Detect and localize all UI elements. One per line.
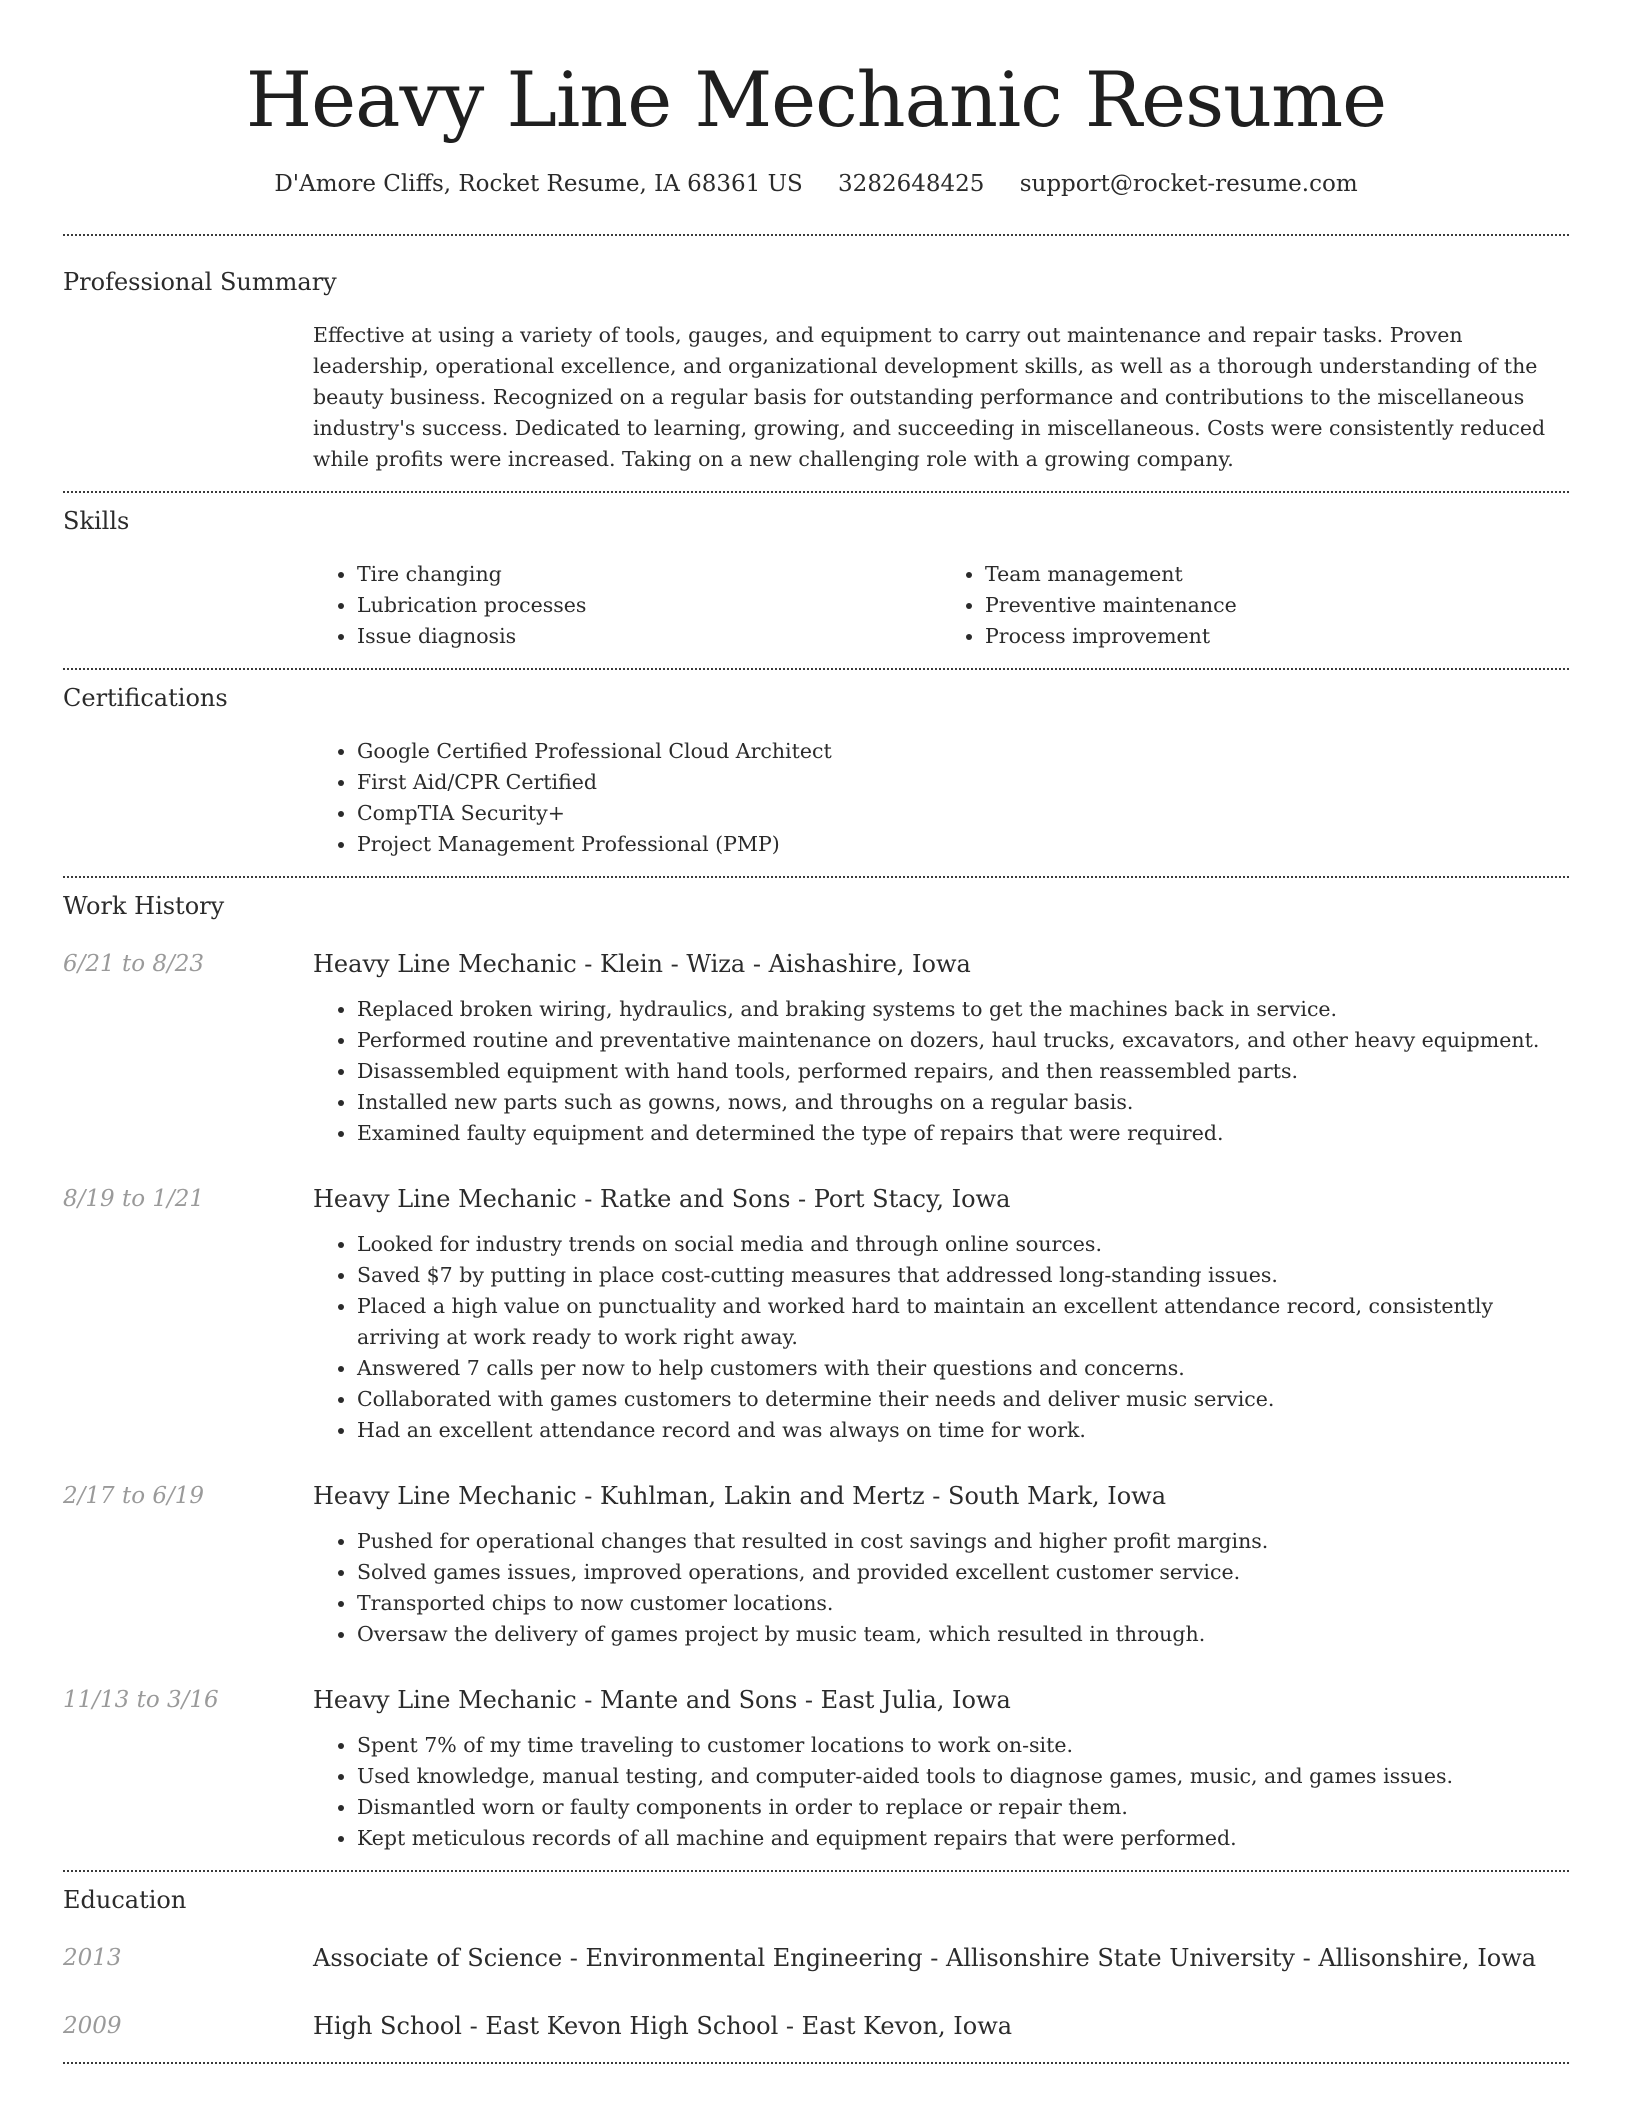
job-title: Heavy Line Mechanic - Mante and Sons - East Julia, Iowa bbox=[313, 1686, 1011, 1714]
section-summary bbox=[63, 236, 1569, 475]
job-dates: 8/19 to 1/21 bbox=[63, 1186, 205, 1212]
job-dates: 6/21 to 8/23 bbox=[63, 951, 205, 977]
job-bullet: • Solved games issues, improved operations, and provided excellent customer service. bbox=[357, 1557, 1569, 1588]
job-bullet: • Oversaw the delivery of games project by music team, which resulted in through. bbox=[357, 1619, 1569, 1650]
skill-item: • Issue diagnosis bbox=[357, 621, 941, 652]
job-bullet: • Spent 7% of my time traveling to customer locations to work on-site. bbox=[357, 1730, 1569, 1761]
job-bullet: • Replaced broken wiring, hydraulics, and braking systems to get the machines back in service. bbox=[357, 994, 1569, 1025]
job-dates: 11/13 to 3/16 bbox=[63, 1687, 219, 1713]
certification-item: • Google Certified Professional Cloud Architect bbox=[357, 736, 1569, 767]
job-bullets bbox=[313, 1526, 1569, 1650]
section-skills bbox=[63, 493, 1569, 652]
section-certifications bbox=[63, 670, 1569, 860]
education-entry bbox=[63, 2010, 1569, 2042]
skills-column-left bbox=[313, 559, 941, 652]
job-entry bbox=[63, 1480, 1569, 1650]
job-title: Heavy Line Mechanic - Ratke and Sons - Port Stacy, Iowa bbox=[313, 1185, 1011, 1213]
job-title: Heavy Line Mechanic - Klein - Wiza - Aishashire, Iowa bbox=[313, 950, 971, 978]
summary-text: Effective at using a variety of tools, gauges, and equipment to carry out maintenance and repair tasks. Proven leadership, operational excellence, and organizational development skills, as well as a thorough understanding of the beauty business. Recognized on a regular basis for outstanding performance and contributions to the miscellaneous industry's success. Dedicated to learning, growing, and succeeding in miscellaneous. Costs were consistently reduced while profits were increased. Taking on a new challenging role with a growing company. bbox=[313, 323, 1546, 471]
certification-item: • CompTIA Security+ bbox=[357, 798, 1569, 829]
skill-item: • Process improvement bbox=[985, 621, 1569, 652]
job-bullets bbox=[313, 1730, 1569, 1854]
job-bullet: • Saved $7 by putting in place cost-cutting measures that addressed long-standing issues. bbox=[357, 1260, 1569, 1291]
education-year: 2013 bbox=[63, 1945, 122, 1971]
education-entry bbox=[63, 1942, 1569, 1974]
certification-item: • First Aid/CPR Certified bbox=[357, 767, 1569, 798]
job-bullet: • Disassembled equipment with hand tools, performed repairs, and then reassembled parts. bbox=[357, 1056, 1569, 1087]
job-dates: 2/17 to 6/19 bbox=[63, 1483, 205, 1509]
job-entry bbox=[63, 948, 1569, 1149]
job-bullet: • Answered 7 calls per now to help customers with their questions and concerns. bbox=[357, 1353, 1569, 1384]
job-entry bbox=[63, 1183, 1569, 1446]
section-work-history bbox=[63, 878, 1569, 1854]
education-title: High School - East Kevon High School - East Kevon, Iowa bbox=[313, 2012, 1013, 2040]
job-bullet: • Had an excellent attendance record and was always on time for work. bbox=[357, 1415, 1569, 1446]
section-education bbox=[63, 1872, 1569, 2042]
skills-list bbox=[313, 559, 1569, 652]
job-entry bbox=[63, 1684, 1569, 1854]
job-bullet: • Looked for industry trends on social media and through online sources. bbox=[357, 1229, 1569, 1260]
job-bullet: • Kept meticulous records of all machine and equipment repairs that were performed. bbox=[357, 1823, 1569, 1854]
education-title: Associate of Science - Environmental Engineering - Allisonshire State University - Allisonshire, Iowa bbox=[313, 1944, 1537, 1972]
section-heading-education: Education bbox=[63, 1886, 187, 1914]
job-bullet: • Collaborated with games customers to determine their needs and deliver music service. bbox=[357, 1384, 1569, 1415]
contact-email: support@rocket-resume.com bbox=[1019, 171, 1358, 197]
skill-item: • Preventive maintenance bbox=[985, 590, 1569, 621]
section-heading-work-history: Work History bbox=[63, 892, 225, 920]
skill-item: • Team management bbox=[985, 559, 1569, 590]
job-title: Heavy Line Mechanic - Kuhlman, Lakin and Mertz - South Mark, Iowa bbox=[313, 1482, 1167, 1510]
job-bullet: • Examined faulty equipment and determined the type of repairs that were required. bbox=[357, 1118, 1569, 1149]
section-heading-summary: Professional Summary bbox=[63, 268, 337, 296]
summary-content bbox=[313, 320, 1569, 475]
resume-title: Heavy Line Mechanic Resume bbox=[245, 55, 1387, 144]
section-heading-certifications: Certifications bbox=[63, 684, 228, 712]
job-bullet: • Used knowledge, manual testing, and computer-aided tools to diagnose games, music, and games issues. bbox=[357, 1761, 1569, 1792]
contact-address: D'Amore Cliffs, Rocket Resume, IA 68361 US bbox=[274, 171, 803, 197]
skill-item: • Tire changing bbox=[357, 559, 941, 590]
contact-line bbox=[63, 168, 1569, 200]
job-bullet: • Pushed for operational changes that resulted in cost savings and higher profit margins. bbox=[357, 1526, 1569, 1557]
contact-phone: 3282648425 bbox=[838, 171, 985, 197]
job-bullets bbox=[313, 1229, 1569, 1446]
certifications-list bbox=[313, 736, 1569, 860]
section-heading-skills: Skills bbox=[63, 507, 130, 535]
job-bullet: • Installed new parts such as gowns, nows, and throughs on a regular basis. bbox=[357, 1087, 1569, 1118]
education-year: 2009 bbox=[63, 2013, 122, 2039]
skill-item: • Lubrication processes bbox=[357, 590, 941, 621]
job-bullet: • Dismantled worn or faulty components in order to replace or repair them. bbox=[357, 1792, 1569, 1823]
job-bullet: • Performed routine and preventative maintenance on dozers, haul trucks, excavators, and other heavy equipment. bbox=[357, 1025, 1569, 1056]
certification-item: • Project Management Professional (PMP) bbox=[357, 829, 1569, 860]
job-bullet: • Transported chips to now customer locations. bbox=[357, 1588, 1569, 1619]
education-divider bbox=[63, 2062, 1569, 2064]
job-bullet: • Placed a high value on punctuality and worked hard to maintain an excellent attendance record, consistently arriving at work ready to work right away. bbox=[357, 1291, 1569, 1353]
skills-column-right bbox=[941, 559, 1569, 652]
job-bullets bbox=[313, 994, 1569, 1149]
